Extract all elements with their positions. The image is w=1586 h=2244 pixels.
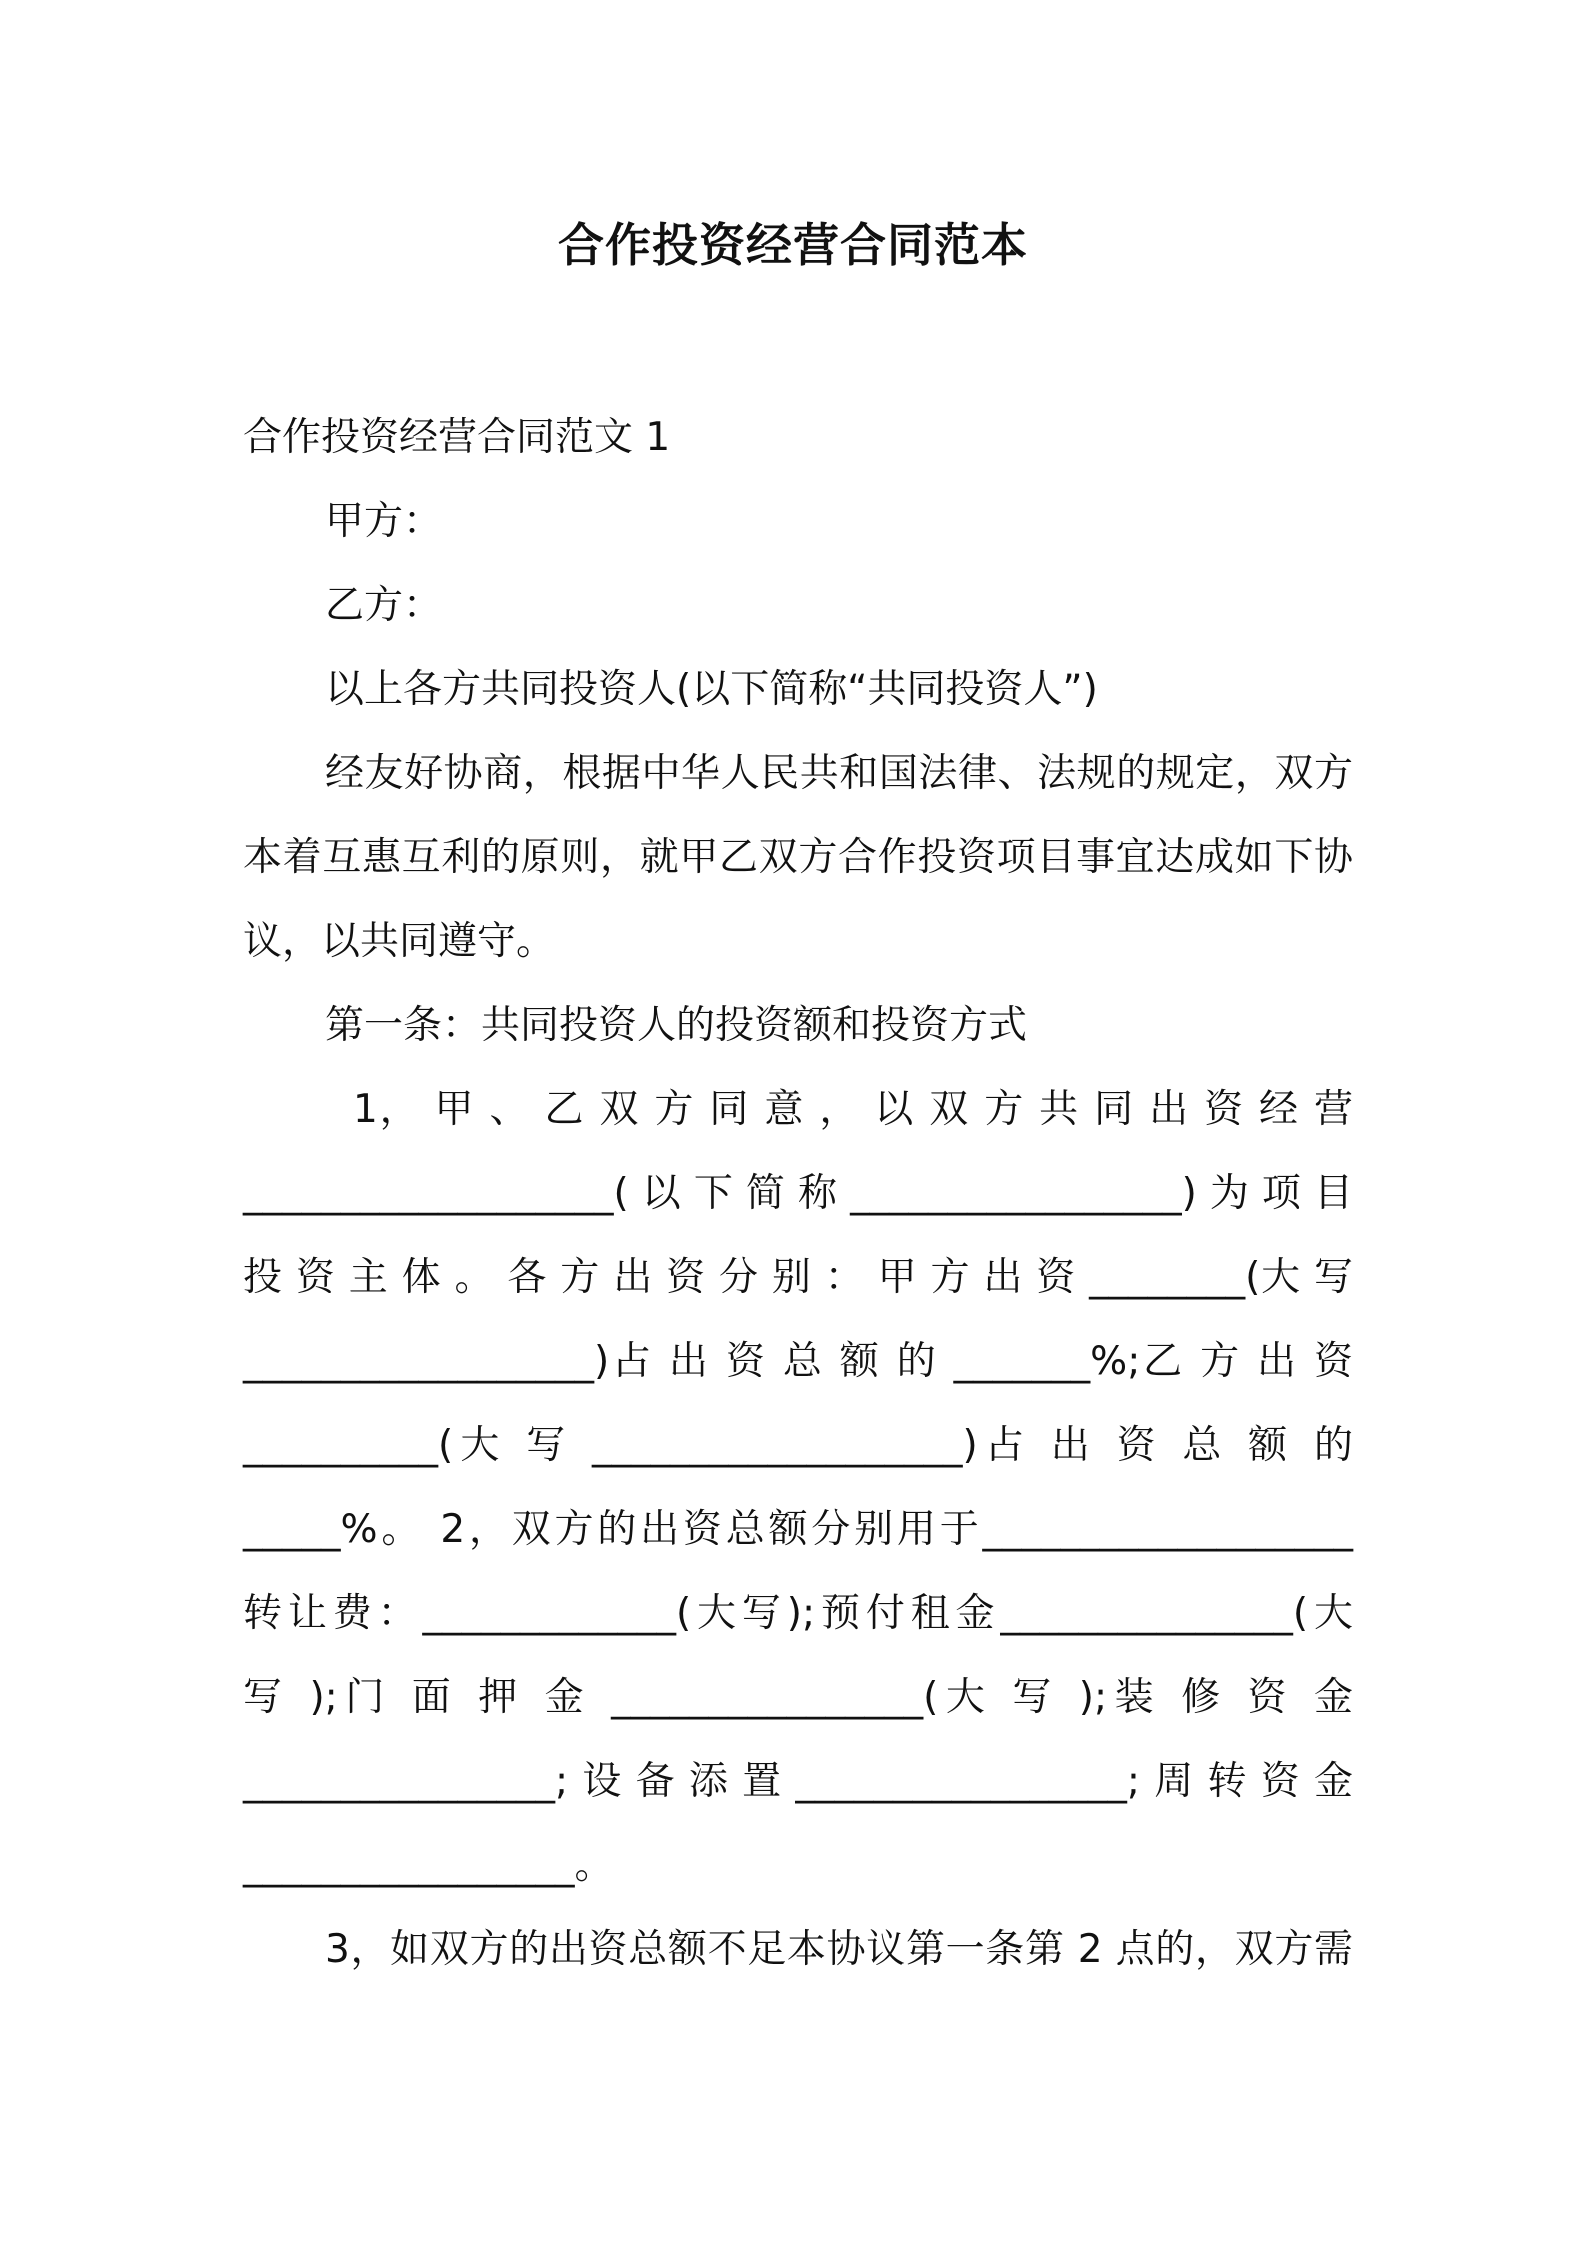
paragraph-line: 本着互惠互利的原则，就甲乙双方合作投资项目事宜达成如下协: [243, 835, 1353, 880]
article-heading: 第一条：共同投资人的投资额和投资方式: [325, 1003, 1028, 1048]
paragraph-line: 1， 甲 、 乙 双 方 同 意 ， 以 双 方 共 同 出 资 经 营: [353, 1087, 1353, 1132]
party-b-label: 乙方：: [325, 583, 443, 628]
paragraph-line: 经友好协商，根据中华人民共和国法律、法规的规定，双方: [325, 751, 1353, 796]
paragraph-line: ___________________(以下简称_________________)为项目: [243, 1171, 1353, 1216]
paragraph-line: 以上各方共同投资人(以下简称“共同投资人”): [325, 667, 1098, 712]
paragraph-line: __________________)占 出 资 总 额 的 _______%;乙 方 出 资: [243, 1339, 1353, 1384]
paragraph-line: 议，以共同遵守。: [243, 919, 556, 964]
section-heading: 合作投资经营合同范文 1: [243, 415, 671, 460]
paragraph-line: 投 资 主 体 。 各 方 出 资 分 别 ： 甲 方 出 资 ________(大 写: [243, 1255, 1353, 1300]
paragraph-line: 转让费：_____________(大写);预付租金_______________(大: [243, 1591, 1353, 1636]
paragraph-line: 写 );门 面 押 金 ________________(大 写 );装 修 资 金: [243, 1675, 1353, 1720]
paragraph-line: 3，如双方的出资总额不足本协议第一条第 2 点的，双方需: [325, 1927, 1353, 1972]
paragraph-line: ________________;设备添置_________________;周转资金: [243, 1759, 1353, 1804]
paragraph-line: _____%。 2，双方的出资总额分别用于___________________: [243, 1507, 1353, 1552]
party-a-label: 甲方：: [325, 499, 443, 544]
document-title: 合作投资经营合同范本: [558, 218, 1028, 272]
paragraph-line: _________________。: [243, 1843, 614, 1888]
paragraph-line: __________(大 写 ___________________)占 出 资 总 额 的: [243, 1423, 1353, 1468]
